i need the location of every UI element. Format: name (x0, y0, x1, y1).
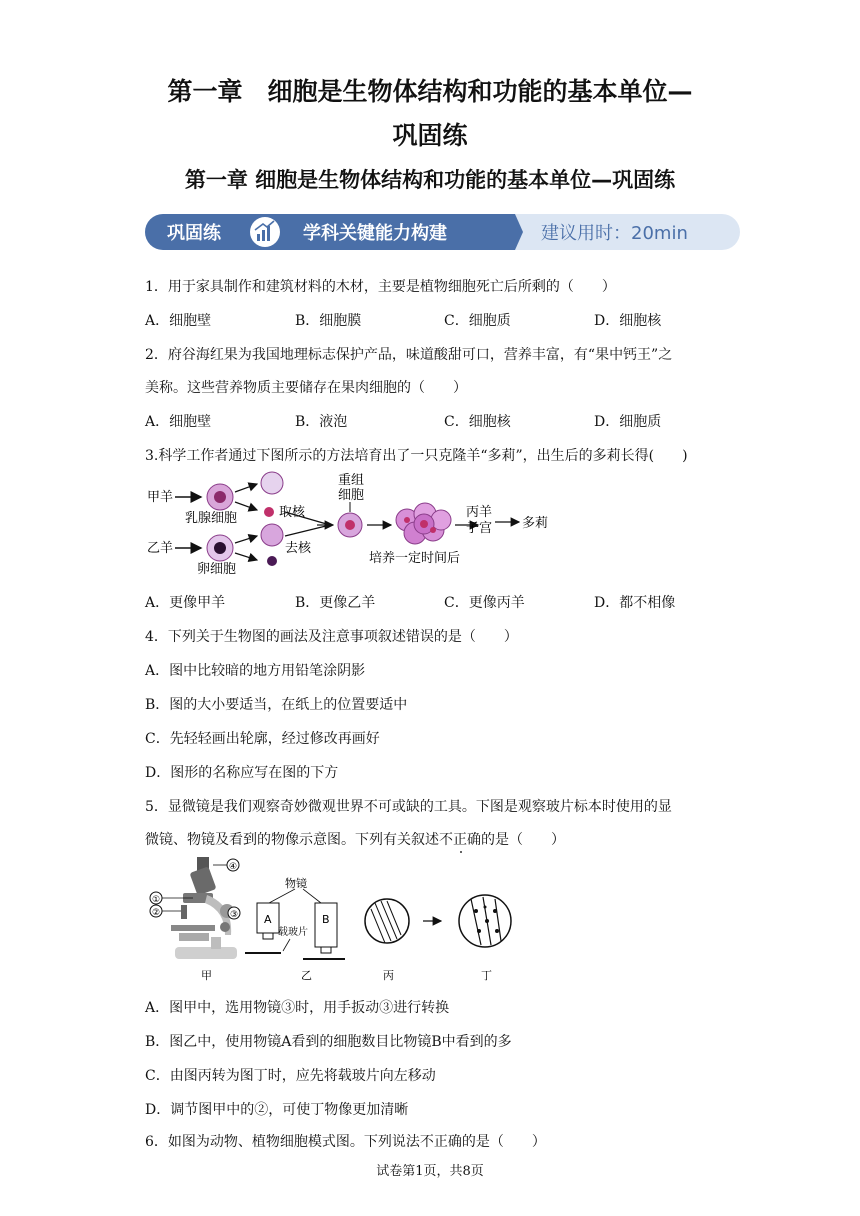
callout-1: ① (151, 895, 161, 905)
label-dolly: 多莉 (522, 516, 549, 531)
nucleus-icon (264, 507, 274, 517)
label-uterus-1: 丙羊 (466, 505, 493, 520)
label-lens-b: B (322, 913, 330, 926)
label-lens-a: A (264, 913, 272, 926)
label-egg-cell: 卵细胞 (197, 562, 237, 577)
label-objective: 物镜 (285, 877, 307, 890)
q2-option-c: C．细胞核 (444, 414, 511, 430)
q5-stem-part-b: 不正确 (439, 832, 481, 848)
q5-emphasis (439, 832, 481, 848)
label-remove-nucleus: 去核 (285, 541, 312, 556)
page-footer: 试卷第1页，共8页 (376, 1164, 484, 1179)
q3-option-c: C．更像丙羊 (444, 595, 525, 611)
q4-option-b: B．图的大小要适当，在纸上的位置要适中 (145, 697, 408, 713)
callout-2: ② (151, 908, 161, 918)
label-recombined-2: 细胞 (338, 488, 365, 503)
q2-option-b: B．液泡 (295, 414, 348, 430)
q3-option-a: A．更像甲羊 (145, 595, 226, 611)
q1-option-a: A．细胞壁 (145, 313, 212, 329)
q4-option-c: C．先轻轻画出轮廓，经过修改再画好 (145, 731, 380, 747)
banner-left-label: 巩固练 (167, 223, 221, 244)
label-yi: 乙 (301, 969, 312, 982)
q2-option-a: A．细胞壁 (145, 414, 212, 430)
q5-stem-part-c: 的是（ ） (481, 832, 565, 848)
banner-right-label: 建议用时：20min (541, 223, 688, 244)
label-jia: 甲 (201, 969, 212, 982)
callout-3: ③ (229, 910, 239, 920)
q2-option-d: D．细胞质 (594, 414, 662, 430)
q4-option-a: A．图中比较暗的地方用铅笔涂阴影 (145, 663, 366, 679)
q4-option-d: D．图形的名称应写在图的下方 (145, 765, 339, 781)
page-title-line2: 巩固练 (392, 121, 468, 150)
empty-cell-icon (261, 472, 283, 494)
q4-stem: 4．下列关于生物图的画法及注意事项叙述错误的是（ ） (145, 629, 518, 645)
label-take-nucleus: 取核 (279, 505, 306, 520)
q5-option-d: D．调节图甲中的②，可使丁物像更加清晰 (145, 1102, 409, 1118)
label-culture: 培养一定时间后 (369, 551, 461, 566)
q1-option-c: C．细胞质 (444, 313, 511, 329)
label-sheep-a: 甲羊 (147, 490, 174, 505)
label-mammary-cell: 乳腺细胞 (185, 511, 238, 526)
q5-stem-line1: 5．显微镜是我们观察奇妙微观世界不可或缺的工具。下图是观察玻片标本时使用的显 (145, 799, 672, 815)
embryo-icon (396, 503, 451, 544)
banner-middle-label: 学科关键能力构建 (303, 223, 447, 244)
page-title-line1: 第一章 细胞是生物体结构和功能的基本单位— (167, 77, 693, 106)
q3-stem: 3.科学工作者通过下图所示的方法培育出了一只克隆羊“多莉”，出生后的多莉长得( ) (145, 448, 688, 464)
label-sheep-b: 乙羊 (147, 541, 174, 556)
q5-stem-line2 (145, 829, 565, 849)
cloning-diagram (145, 470, 555, 580)
q5-stem-part-a: 微镜、物镜及看到的物像示意图。下列有关叙述 (145, 832, 439, 848)
label-slide: 载玻片 (278, 927, 308, 938)
label-ding: 丁 (481, 969, 492, 982)
q3-option-d: D．都不相像 (594, 595, 676, 611)
q5-option-a: A．图甲中，选用物镜③时，用手扳动③进行转换 (145, 1000, 450, 1016)
q1-option-d: D．细胞核 (594, 313, 662, 329)
view-bing (365, 899, 409, 943)
q2-stem-line2: 美称。这些营养物质主要储存在果肉细胞的（ ） (145, 380, 467, 396)
q2-stem-line1: 2．府谷海红果为我国地理标志保护产品，味道酸甜可口，营养丰富，有“果中钙王”之 (145, 347, 673, 363)
q1-stem: 1．用于家具制作和建筑材料的木材，主要是植物细胞死亡后所剩的（ ） (145, 279, 616, 295)
page-subtitle: 第一章 细胞是生物体结构和功能的基本单位—巩固练 (184, 168, 676, 192)
q5-option-c: C．由图丙转为图丁时，应先将载玻片向左移动 (145, 1068, 436, 1084)
label-uterus-2: 子宫 (466, 521, 493, 536)
label-bing: 丙 (383, 969, 394, 982)
q3-option-b: B．更像乙羊 (295, 595, 376, 611)
section-banner (145, 214, 740, 250)
microscope-diagram (145, 855, 545, 985)
microscope-icon (171, 857, 237, 959)
q6-stem: 6．如图为动物、植物细胞模式图。下列说法不正确的是（ ） (145, 1134, 546, 1150)
q1-option-b: B．细胞膜 (295, 313, 362, 329)
q5-option-b: B．图乙中，使用物镜A看到的细胞数目比物镜B中看到的多 (145, 1034, 512, 1050)
callout-4: ④ (228, 862, 238, 872)
label-recombined-1: 重组 (338, 473, 365, 488)
